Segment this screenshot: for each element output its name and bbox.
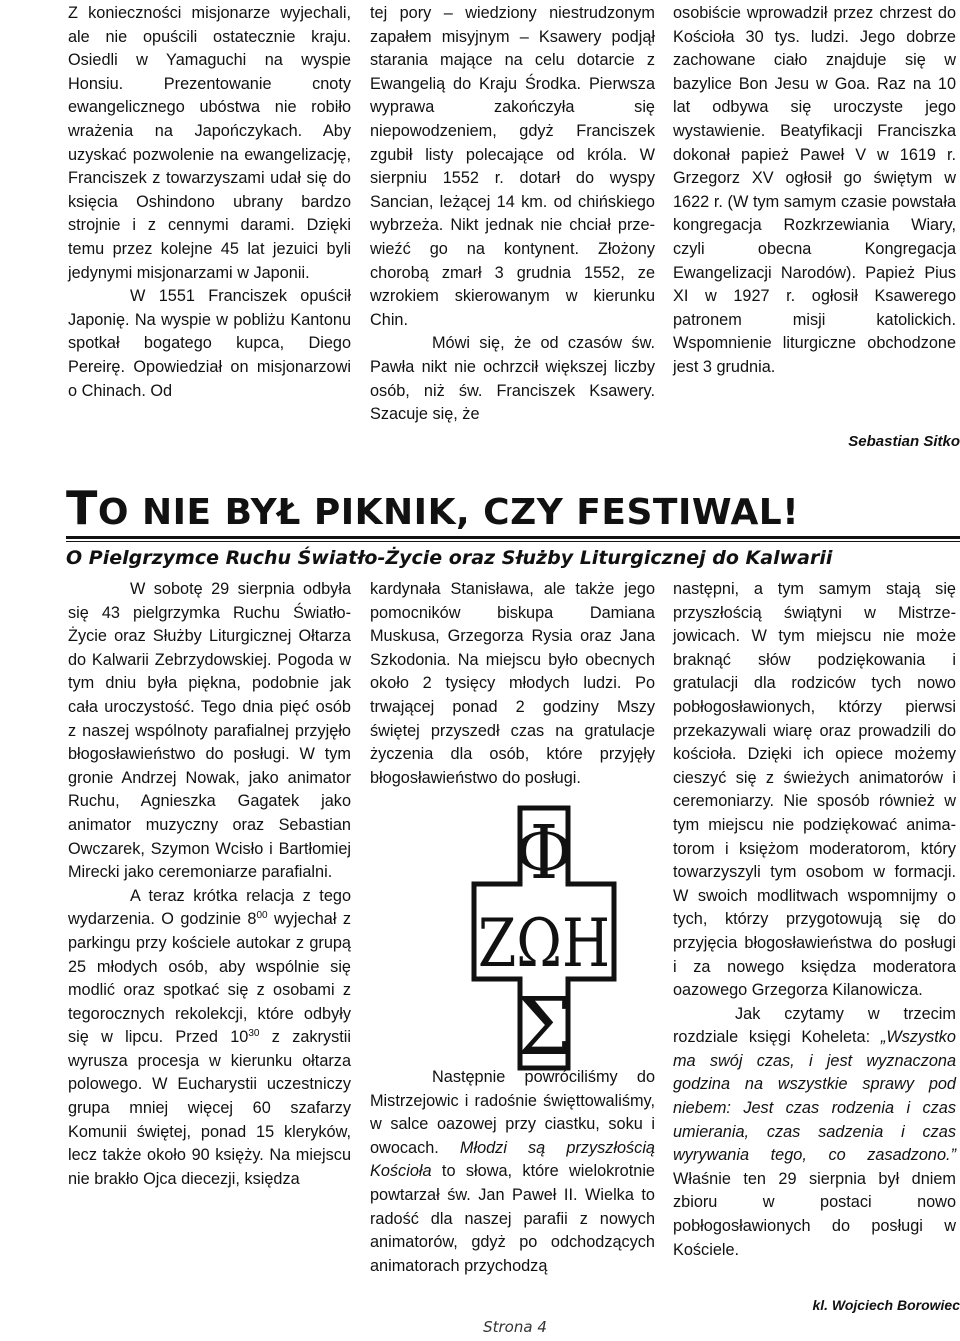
article2-column-2-lower xyxy=(370,1066,655,1278)
article2-col2-paragraph-2: Następnie powróciliśmy do Mistrzejowic i radośnie święttowaliśmy, w salce oazowej przy ciastku, soku i owocach. Młodzi są przyszłością Kościoła to słowa, które wielokrotnie powtarzał św. Jan Paweł II. Wielka to radość dla naszej parafii z nowych animatorów, gdyż po odchodzących animatorach przychodzą xyxy=(370,1068,655,1275)
article2-column-3 xyxy=(673,578,956,1262)
article1-col3-paragraph-1: osobiście wprowadził przez chrzest do Kościoła 30 tys. ludzi. Jego dobrze zachowane ciało znajduje się w bazylice Bon Jesu w Goa. Raz na 10 lat odbywa się uroczyste jego wystawienie. Beatyfikacji Franciszka dokonał papież Paweł V w 1619 r. Grzegorz XV ogłosił go świętym w 1622 r. (W tym samym czasie powstała kongregacja Rozkrzewiania Wiary, czyli obecna Kongregacja Ewangelizacji Narodów). Papież Pius XI w 1927 r. ogłosił Ksawerego patronem misji katolickich. Wspomnienie liturgiczne obchodzone jest 3 grudnia. xyxy=(673,4,956,376)
article1-author: Sebastian Sitko xyxy=(848,433,960,450)
article1-col2-paragraph-1: tej pory – wiedziony niestrudzonym zapałem misyjnym – Ksawery podjął starania mające na celu dotarcie z Ewangelią do Kraju Środka. Pierwsza wyprawa zakończyła się niepowodzeniem, gdyż Franciszek zgubił listy polecające od króla. W sierpniu 1552 r. dotarł do wyspy Sancian, leżącej 14 km. od chińskiego wybrzeża. Nikt jednak nie chciał przewieźć go na kontynent. Złożony chorobą zmarł 3 grudnia 1552, ze wzrokiem skierowanym w kierunku Chin. xyxy=(370,4,655,329)
time-superscript-1: 00 xyxy=(256,910,268,922)
article2-headline xyxy=(66,480,926,541)
emblem-sigma: Σ xyxy=(515,980,573,1073)
article1-col1-paragraph-2: W 1551 Franciszek opuścił Japonię. Na wyspie w pobliżu Kantonu spotkał bogatego kupca, Diego Pereirę. Opowiedział on misjonarzowi o Chinach. Od xyxy=(68,287,351,400)
headline-rule-thin xyxy=(66,541,960,542)
article1-column-1 xyxy=(68,2,351,403)
headline-initial: T xyxy=(66,481,98,535)
time-superscript-2: 30 xyxy=(248,1028,260,1040)
article2-col2-paragraph-1: kardynała Stanisława, ale także jego pomocników biskupa Damiana Muskusa, Grzegorza Rysia oraz Jana Szkodonia. Na miejscu było obecnych około 2 tysięcy młodych ludzi. Po trwającej ponad 2 godziny Mszy świętej przyszedł czas na gratulacje życzenia dla osób, które przyjęły błogosławieństwo do posługi. xyxy=(370,580,655,787)
article1-column-2 xyxy=(370,2,655,427)
article1-col1-paragraph-1: Z konieczności misjonarze wyjechali, ale nie opuścili ostatecznie kraju. Osiedli w Yamaguchi na wyspie Honsiu. Prezentowanie cnoty ewangelicznego ubóstwa nie robiło wrażenia na Japończykach. Aby uzyskać pozwolenie na ewangelizację, Franciszek z towarzyszami udał się do księcia Oshindono ubrany bardzo strojnie i z cennymi darami. Dzięki temu przez kolejne 45 lat jezuici byli jedynymi misjonarzami w Japonii. xyxy=(68,4,351,282)
article2-col1-paragraph-1: W sobotę 29 sierpnia odbyła się 43 pielgrzymka Ruchu Światło-Życie oraz Służby Liturgicznej Ołtarza do Kalwarii Zebrzydowskiej. Pogoda w tym dniu była piękna, podobnie jak cała uroczystość. Tego dnia pięć osób z naszej wspólnoty parafialnej przyjęło błogosławieństwo do posługi. W tym gronie Andrzej Nowak, jako animator Ruchu, Agnieszka Gagatek jako animator muzyczny oraz Sebastian Owczarek, Szymon Wcisło i Bartłomiej Mirecki jako ceremoniarze parafialni. xyxy=(68,580,351,882)
article1-column-3 xyxy=(673,2,956,380)
emblem-zoe: ΖΩΗ xyxy=(478,905,610,982)
page-number: Strona 4 xyxy=(483,1318,547,1336)
article2-column-1 xyxy=(68,578,351,1191)
article2-col1-paragraph-2: A teraz krótka relacja z tego wydarzenia. O godzinie $8^{00}$ wyjechał z parkingu przy kościele autokar z grupą 25 młodych osób, aby wspólnie się modlić oraz spotkać się z osobami z tegorocznych rekolekcji, które odbyły się w lipcu. Przed $10^{30}$ z zakrystii wyrusza procesja w kierunku ołtarza polowego. W Eucharystii uczestniczy grupa mniej więcej 60 szafarzy Komunii świętej, ponad 15 kleryków, lecz także około 90 księży. Na miejscu nie brakło Ojca diecezji, księdza xyxy=(68,886,351,1188)
headline-rule-thick xyxy=(66,536,960,539)
article1-col2-paragraph-2: Mówi się, że od czasów św. Pawła nikt nie ochrzcił większej liczby osób, niż św. Franciszek Ksawery. Szacuje się, że xyxy=(370,334,655,424)
article2-col3-paragraph-2: Jak czytamy w trzecim rozdziale księgi Koheleta: „Wszystko ma swój czas, i jest wyznaczona godzina na wszystkie sprawy pod niebem: Jest czas rodzenia i czas umierania, czas sadzenia i czas wyrywania tego, co zasadzono.” Właśnie ten 29 sierpnia był dniem zbioru w postaci nowo pobłogosławionych do posługi w Kościele. xyxy=(673,1004,956,1259)
article2-subheadline: O Pielgrzymce Ruchu Światło-Życie oraz Służby Liturgicznej do Kalwarii xyxy=(66,547,833,569)
headline-rest: O NIE BYŁ PIKNIK, CZY FESTIWAL! xyxy=(97,492,800,533)
emblem-phi: Φ xyxy=(513,810,575,896)
article2-column-2 xyxy=(370,578,655,790)
article2-col3-paragraph-1: następni, a tym samym stają się przyszłością świątyni w Mistrzejowicach. W tym miejscu nie może braknąć słów podziękowania i gratulacji dla rodziców tych nowo pobłogosławionych, którzy pierwsi przekazywali wiarę oraz prowadzili do kościoła. Dzięki ich opiece możemy cieszyć się z świeżych animatorów i ceremoniarzy. Nie sposób również w tym miejscu nie podziękować animatorom i księżom moderatorom, który towarzyszyli tym osobom w formacji. W swoich modlitwach wspomnijmy o tych, którzy przygotowują się do przyjęcia błogosławieństwa do posługi i za nowego księdza moderatora oazowego Grzegorza Kilanowicza. xyxy=(673,580,956,1000)
article2-author: kl. Wojciech Borowiec xyxy=(812,1297,960,1313)
zoe-emblem xyxy=(470,804,618,1072)
